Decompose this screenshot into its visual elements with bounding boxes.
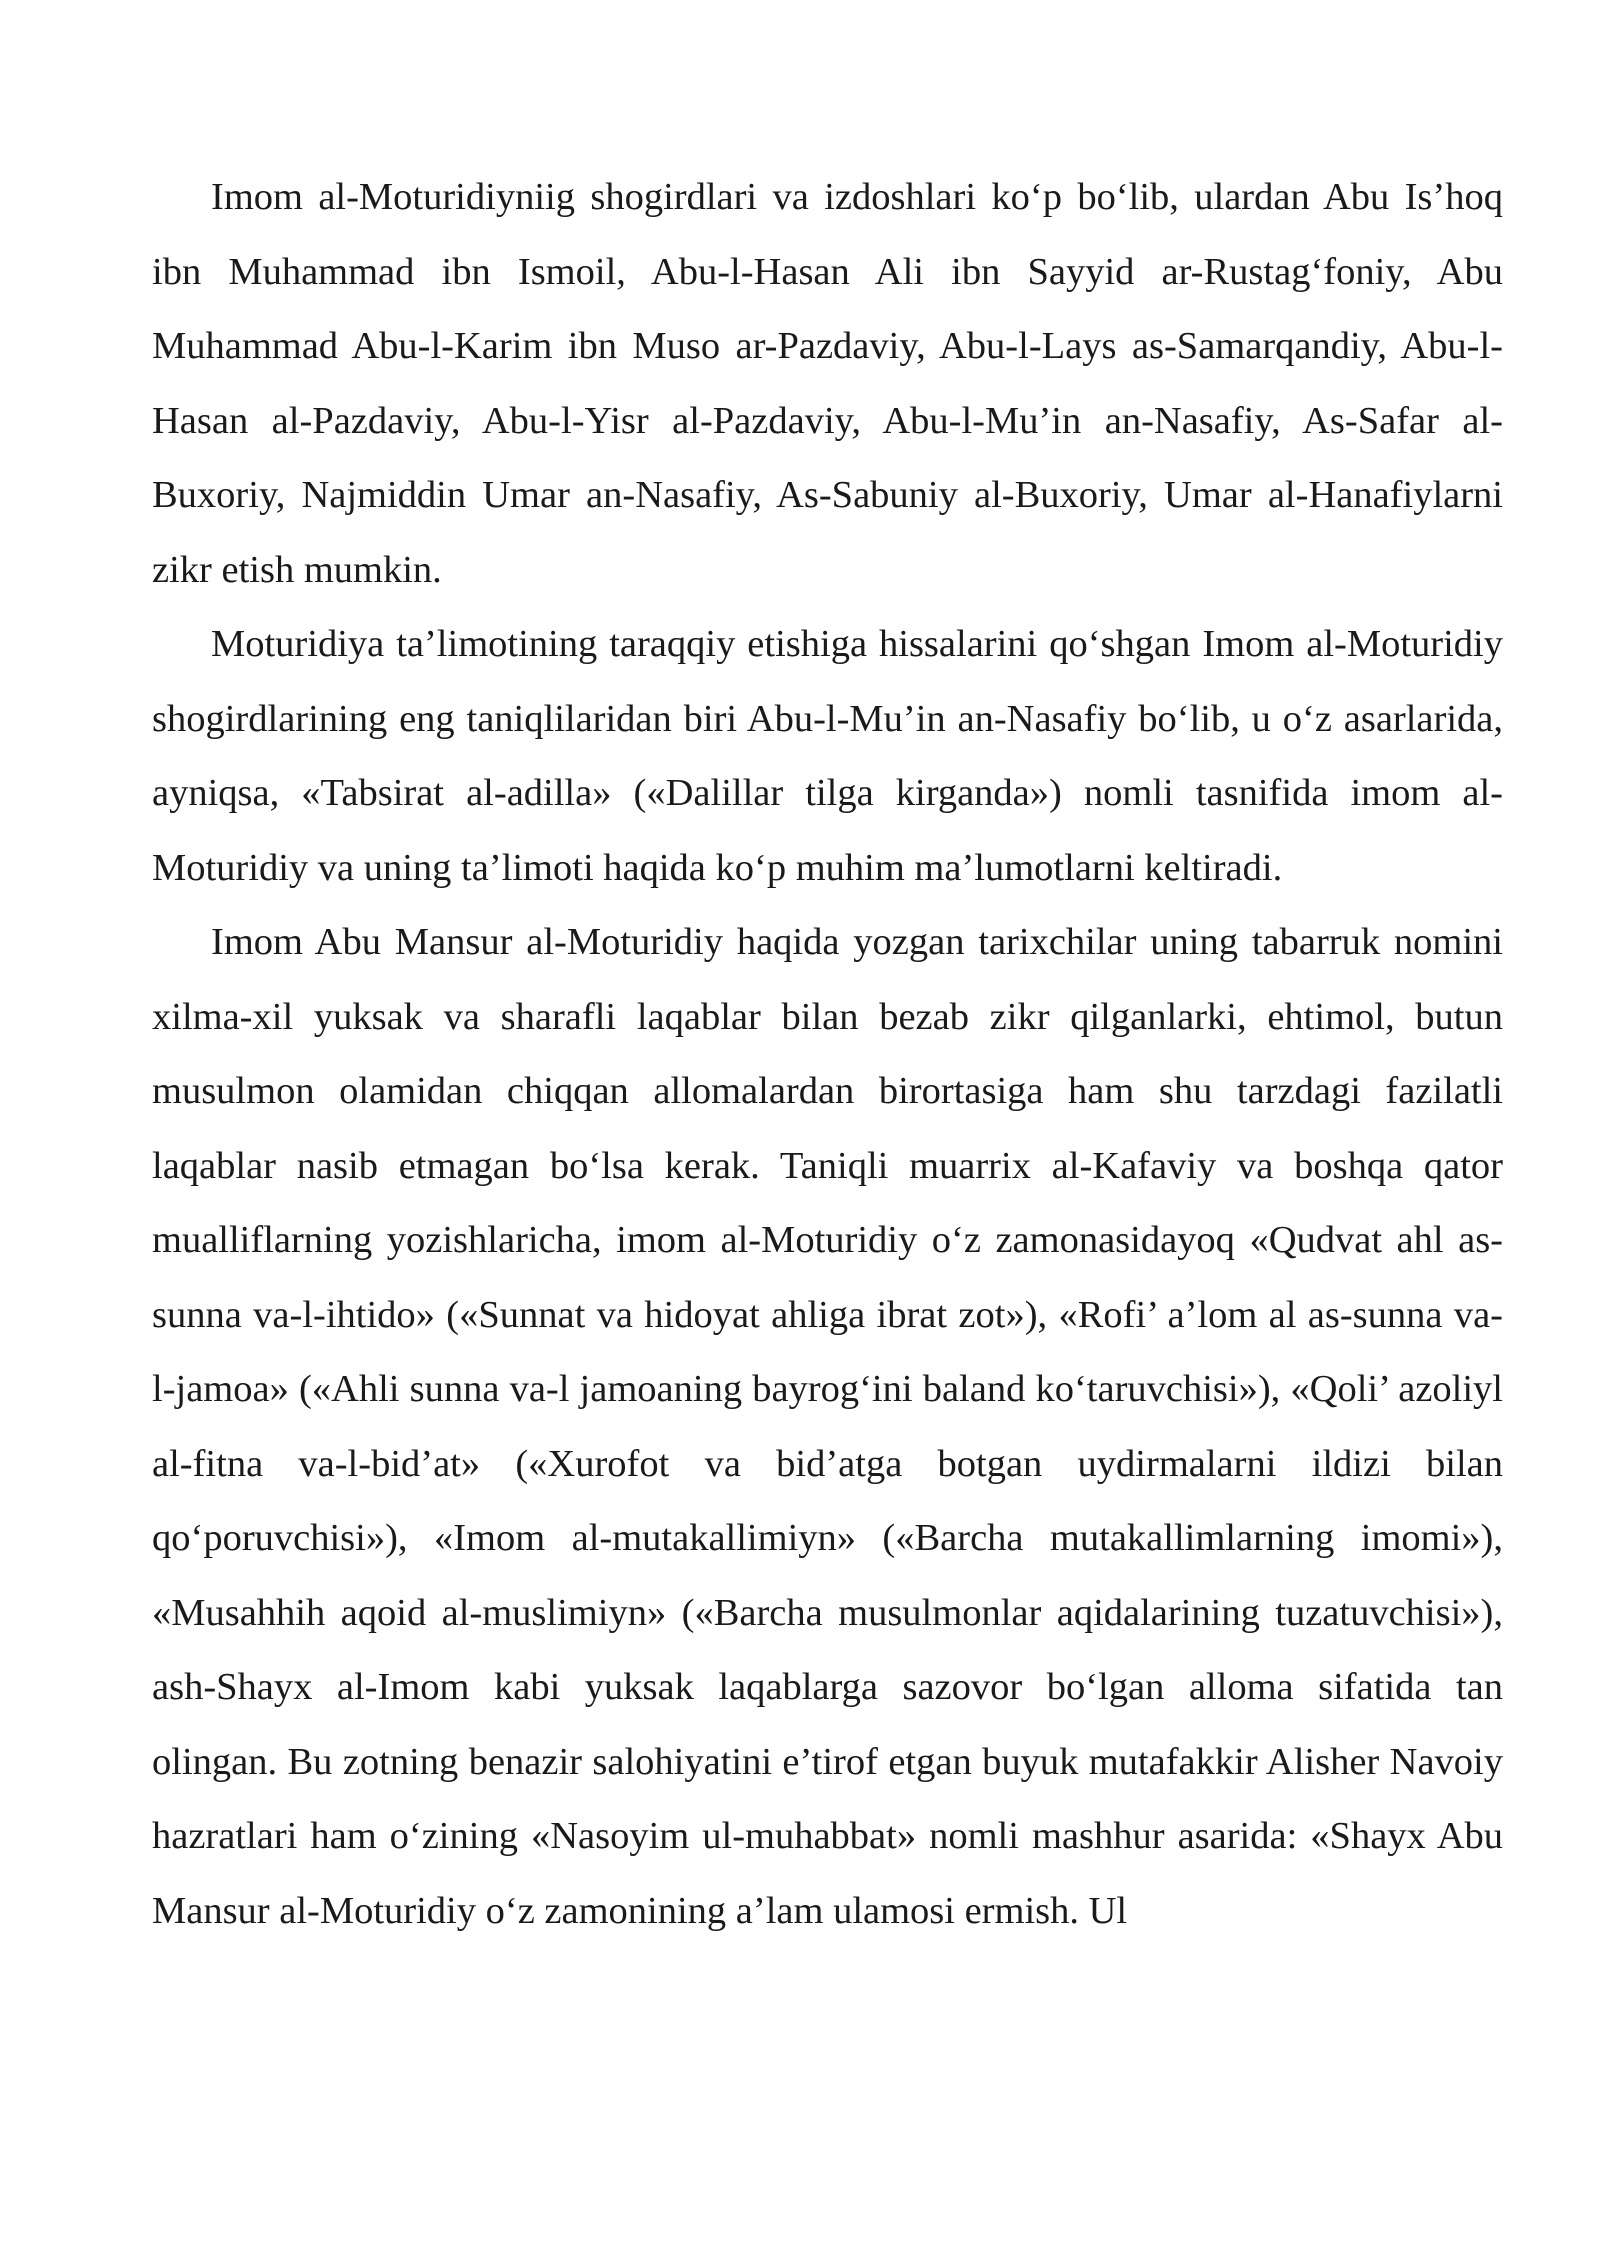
paragraph-moturidiy-students: Imom al-Moturidiyniig shogirdlari va izdoshlari ko‘p bo‘lib, ulardan Abu Is’hoq ibn Muhammad ibn Ismoil, Abu-l-Hasan Ali ibn Sayyid ar-Rustag‘foniy, Abu Muhammad Abu-l-Karim ibn Muso ar-Pazdaviy, Abu-l-Lays as-Samarqandiy, Abu-l-Hasan al-Pazdaviy, Abu-l-Yisr al-Pazdaviy, Abu-l-Mu’in an-Nasafiy, As-Safar al-Buxoriy, Najmiddin Umar an-Nasafiy, As-Sabuniy al-Buxoriy, Umar al-Hanafiylarni zikr etish mumkin. [152, 176, 1503, 591]
paragraph-abul-muin-nasafiy: Moturidiya ta’limotining taraqqiy etishiga hissalarini qo‘shgan Imom al-Moturidiy shogirdlarining eng taniqlilaridan biri Abu-l-Mu’in an-Nasafiy bo‘lib, u o‘z asarlarida, ayniqsa, «Tabsirat al-adilla» («Dalillar tilga kirganda») nomli tasnifida imom al-Moturidiy va uning ta’limoti haqida ko‘p muhim ma’lumotlarni keltiradi. [152, 623, 1503, 889]
paragraph-moturidiy-titles: Imom Abu Mansur al-Moturidiy haqida yozgan tarixchilar uning tabarruk nomini xilma-xil yuksak va sharafli laqablar bilan bezab zikr qilganlarki, ehtimol, butun musulmon olamidan chiqqan allomalardan birortasiga ham shu tarzdagi fazilatli laqablar nasib etmagan bo‘lsa kerak. Taniqli muarrix al-Kafaviy va boshqa qator mualliflarning yozishlaricha, imom al-Moturidiy o‘z zamonasidayoq «Qudvat ahl as-sunna va-l-ihtido» («Sunnat va hidoyat ahliga ibrat zot»), «Rofi’ a’lom al as-sunna va-l-jamoa» («Ahli sunna va-l jamoaning bayrog‘ini baland ko‘taruvchisi»), «Qoli’ azoliyl al-fitna va-l-bid’at» («Xurofot va bid’atga botgan uydirmalarni ildizi bilan qo‘poruvchisi»), «Imom al-mutakallimiyn» («Barcha mutakallimlarning imomi»), «Musahhih aqoid al-muslimiyn» («Barcha musulmonlar aqidalarining tuzatuvchisi»), ash-Shayx al-Imom kabi yuksak laqablarga sazovor bo‘lgan alloma sifatida tan olingan. Bu zotning benazir salohiyatini e’tirof etgan buyuk mutafakkir Alisher Navoiy hazratlari ham o‘zining «Nasoyim ul-muhabbat» nomli mashhur asarida: «Shayx Abu Mansur al-Moturidiy o‘z zamonining a’lam ulamosi ermish. Ul [152, 921, 1503, 1932]
body-text [152, 160, 1503, 1948]
